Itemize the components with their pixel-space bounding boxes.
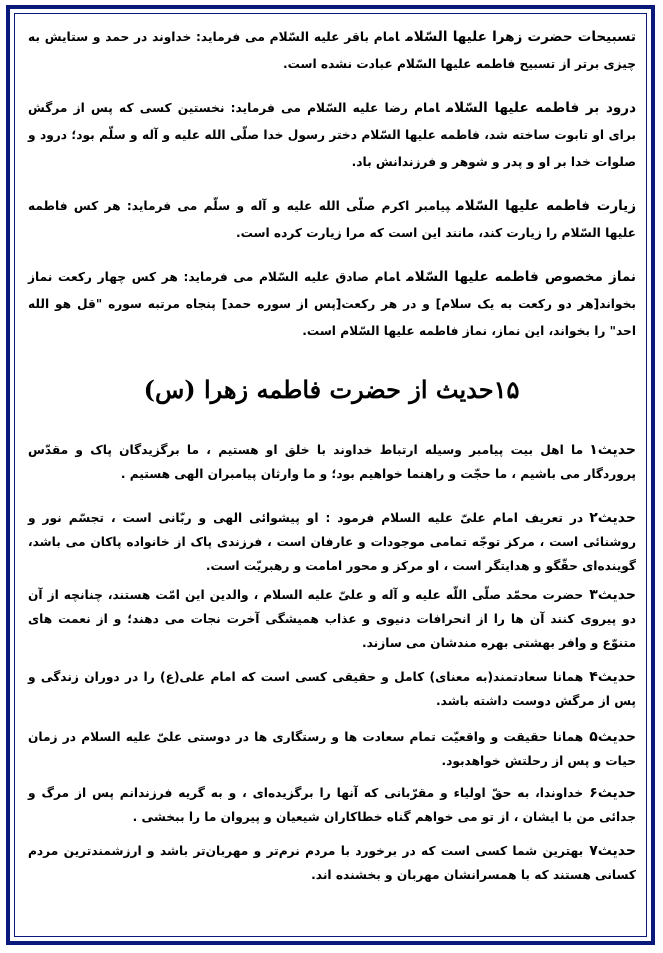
paragraph-heading: تسبیحات حضرت زهرا علیها السّلام [405,29,636,45]
intro-section [28,24,636,345]
intro-paragraph-tasbihat [28,24,636,78]
hadith-text: حضرت محمّد صلّی اللّه علیه و آله و علیّ علیه السلام ، والدین این امّت هستند، چنانچه از آن دو پیروی کنند آن ها را از انحرافات دنیوی و عذاب همیشگی آخرت نجات می دهند؛ و از نعمت های متنوّع و وافر بهشتی بهره مندشان می سازند. [28,588,636,650]
hadith-item-6 [28,781,636,829]
intro-paragraph-ziyarat [28,193,636,247]
paragraph-text: امام باقر علیه السّلام می فرماید: خداوند در حمد و ستایش به چیزی برتر از تسبیح فاطمه علیها السّلام عبادت نشده است. [28,30,636,71]
hadith-label: حدیث۶ [589,785,636,801]
hadith-label: حدیث۳ [589,587,636,603]
hadith-text: بهترین شما کسی است که در برخورد با مردم نرم‌تر و مهربان‌تر باشد و ارزشمندترین مردم کسانی هستند که با همسرانشان مهربان و بخشنده اند. [28,844,636,882]
hadith-text: در تعریف امام علیّ علیه السلام فرمود : او پیشوائی الهی و ربّانی است ، تجسّم نور و روشنائی است ، مرکز توجّه تمامی موجودات و عارفان است ، فرزندی پاک از خانواده پاکان می باشد، گوینده‌ای حقّگو و هدایتگر است ، او مرکز و محور امامت و رهبریّت است. [28,511,636,573]
hadith-text: ما اهل بیت پیامبر وسیله ارتباط خداوند با خلق او هستیم ، ما برگزیدگان پاک و مقدّس پروردگار می باشیم ، ما حجّت و راهنما خواهیم بود؛ و ما وارثان پیامبران الهی هستیم . [28,443,636,481]
hadith-label: حدیث۷ [589,843,636,859]
hadith-item-2 [28,506,636,578]
hadith-label: حدیث۱ [589,442,636,458]
hadith-item-5 [28,725,636,773]
section-title: ۱۵حدیث از حضرت فاطمه زهرا (س) [143,375,520,404]
hadith-item-7 [28,839,636,887]
hadith-item-3 [28,583,636,655]
paragraph-text: پیامبر اکرم صلّی الله علیه و آله و سلّم می فرماید: هر کس فاطمه علیها السّلام را زیارت کند، مانند این است که مرا زیارت کرده است. [28,199,636,240]
hadith-label: حدیث۲ [589,510,636,526]
intro-paragraph-durood [28,95,636,176]
hadith-label: حدیث۵ [589,729,636,745]
hadith-text: همانا سعادتمند(به معنای) کامل و حقیقی کسی است که امام علی(ع) را در دوران زندگی و پس از مرگش دوست داشته باشد. [28,670,636,708]
hadith-item-4 [28,665,636,713]
paragraph-heading: نماز مخصوص فاطمه علیها السّلام [406,269,637,285]
hadith-text: خداوندا، به حقّ اولیاء و مقرّبانی که آنها را برگزیده‌ای ، و به گریه فرزندانم پس از مرگ و جدائی من با ایشان ، از تو می خواهم گناه خطاکاران شیعیان و پیروان ما را ببخشی . [28,786,636,824]
paragraph-text: امام رضا علیه السّلام می فرماید: نخستین کسی که پس از مرگش برای او تابوت ساخته شد، فاطمه علیها السّلام دختر رسول خدا صلّی الله علیه و آله و سلّم بود؛ درود و صلوات خدا بر او و پدر و شوهر و فرزندانش باد. [28,101,636,169]
hadith-label: حدیث۴ [589,669,636,685]
hadith-text: همانا حقیقت و واقعیّت تمام سعادت ها و رستگاری ها در دوستی علیّ علیه السلام در زمان حیات و پس از رحلتش خواهدبود. [28,730,636,768]
intro-paragraph-namaz [28,264,636,345]
paragraph-text: امام صادق علیه السّلام می فرماید: هر کس چهار رکعت نماز بخواند[هر دو رکعت به یک سلام] و در هر رکعت[پس از سوره حمد] پنجاه مرتبه سوره "قل هو الله احد" را بخواند، این نماز، نماز فاطمه علیها السّلام است. [28,270,636,338]
paragraph-heading: زیارت فاطمه علیها السّلام [456,198,636,214]
hadith-item-1 [28,438,636,486]
paragraph-heading: درود بر فاطمه علیها السّلام [445,100,636,116]
